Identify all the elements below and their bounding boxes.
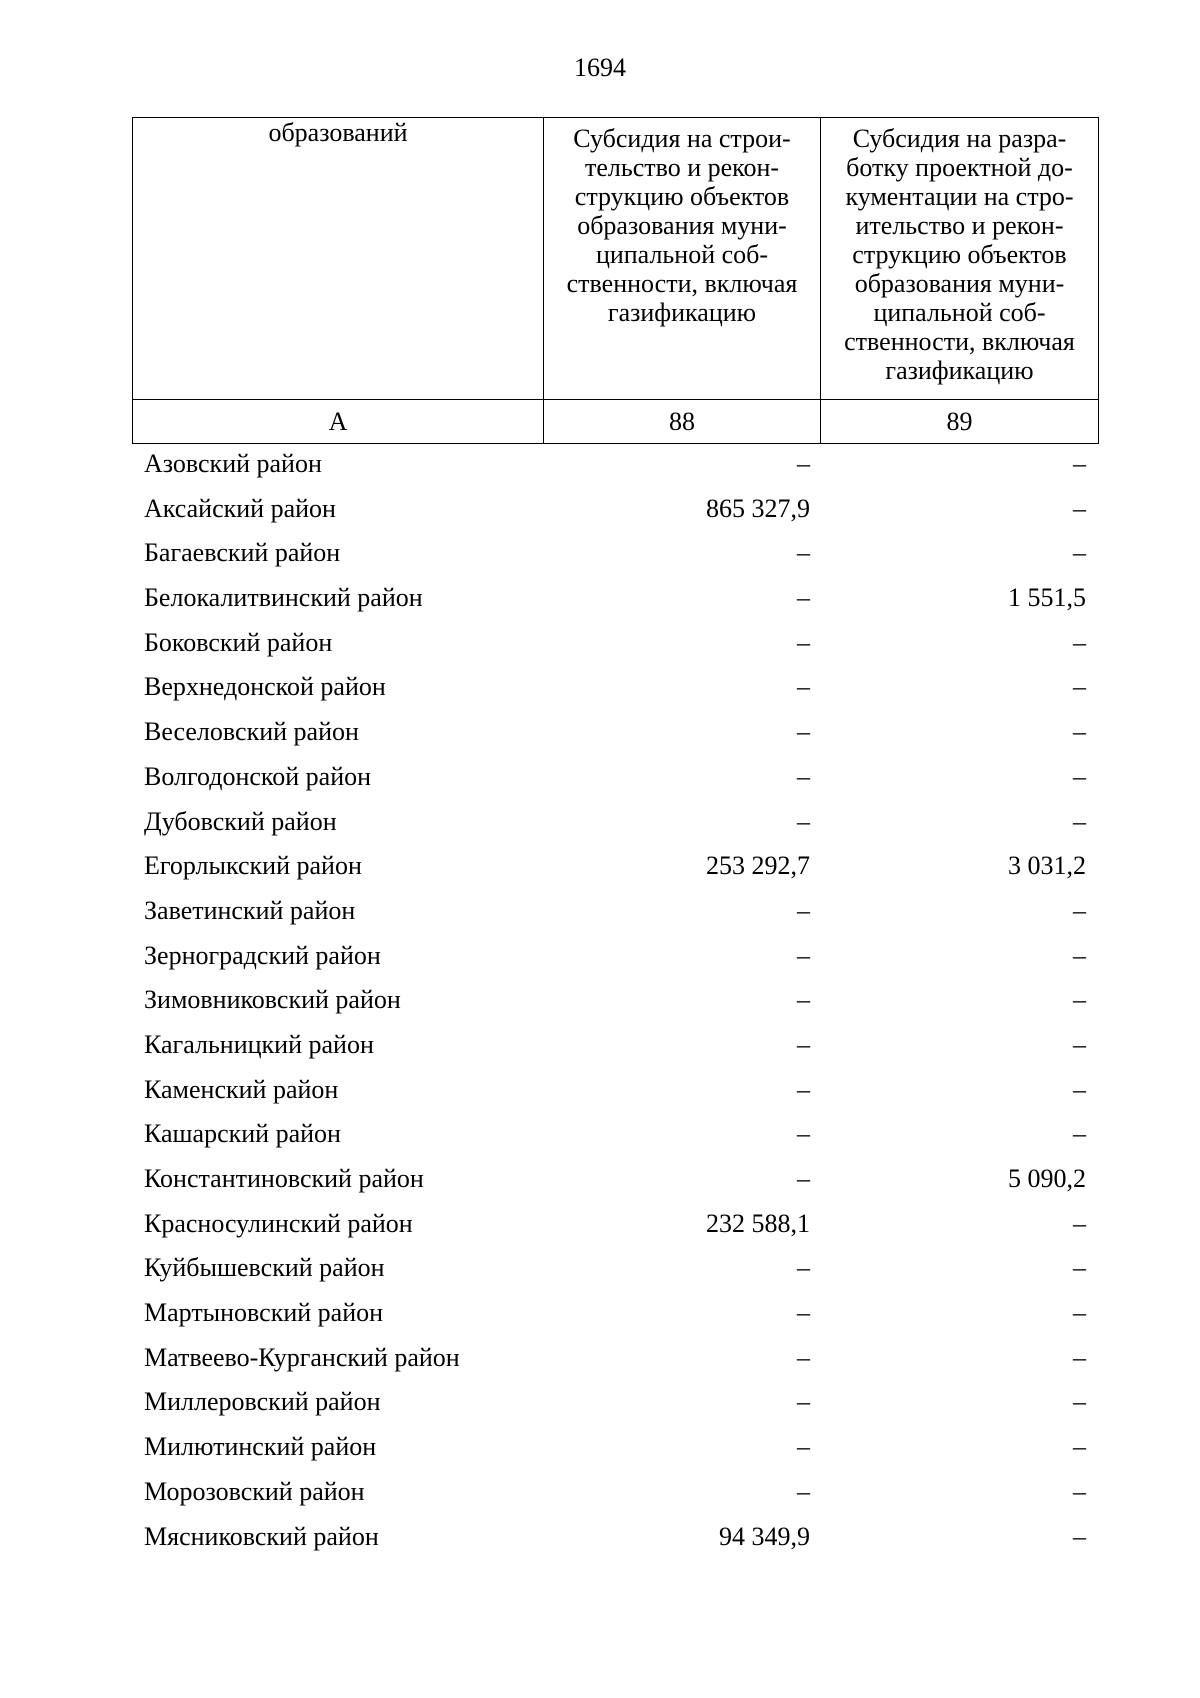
row-value-88: – xyxy=(797,1074,810,1104)
table-row xyxy=(132,1291,1098,1336)
row-value-88: – xyxy=(797,761,810,791)
row-name: Аксайский район xyxy=(144,493,336,523)
row-value-89: – xyxy=(1073,449,1086,478)
row-value-89: 3 031,2 xyxy=(1008,851,1086,881)
row-value-89: – xyxy=(1073,985,1086,1015)
row-value-88: – xyxy=(797,1164,810,1193)
row-name: Мясниковский район xyxy=(144,1521,379,1551)
row-value-89: – xyxy=(1073,1521,1086,1551)
header-line: ципальной соб- xyxy=(595,240,769,269)
row-name: Константиновский район xyxy=(144,1164,424,1193)
table-row xyxy=(132,1425,1098,1470)
table-row xyxy=(132,665,1098,710)
row-value-89: – xyxy=(1073,1074,1086,1104)
row-name: Матвеево-Курганский район xyxy=(144,1342,460,1372)
row-value-88: – xyxy=(797,1387,810,1417)
index-row xyxy=(133,400,1099,444)
row-name: Куйбышевский район xyxy=(144,1253,385,1283)
header-cell-col-89 xyxy=(821,118,1099,400)
table-row xyxy=(132,531,1098,576)
table-row xyxy=(132,621,1098,666)
row-name: Волгодонской район xyxy=(144,761,372,791)
row-value-89: – xyxy=(1073,1342,1086,1372)
table-row xyxy=(132,844,1098,889)
header-line: образования муни- xyxy=(577,211,787,240)
row-name: Кашарский район xyxy=(144,1119,341,1149)
row-value-89: – xyxy=(1073,940,1086,970)
row-value-88: 865 327,9 xyxy=(706,493,810,523)
row-name: Багаевский район xyxy=(144,538,341,568)
table-row xyxy=(132,442,1098,487)
row-value-88: – xyxy=(797,985,810,1015)
row-value-89: – xyxy=(1073,806,1086,836)
row-value-89: 1 551,5 xyxy=(1008,583,1086,613)
row-value-89: – xyxy=(1073,895,1086,925)
row-name: Морозовский район xyxy=(144,1476,365,1506)
row-value-89: – xyxy=(1073,1119,1086,1149)
row-name: Мартыновский район xyxy=(144,1298,384,1328)
row-value-89: – xyxy=(1073,761,1086,791)
row-name: Белокалитвинский район xyxy=(144,583,423,613)
table-row xyxy=(132,1023,1098,1068)
header-line: ственности, включая xyxy=(844,327,1075,356)
row-value-88: – xyxy=(797,672,810,702)
index-cell-89: 89 xyxy=(821,400,1099,444)
header-line: образования муни- xyxy=(854,269,1065,298)
row-name: Кагальницкий район xyxy=(144,1029,374,1059)
row-value-88: – xyxy=(797,717,810,747)
row-value-88: – xyxy=(797,940,810,970)
row-name: Миллеровский район xyxy=(144,1387,381,1417)
table-row xyxy=(132,710,1098,755)
row-name: Красносулинский район xyxy=(144,1208,413,1238)
row-value-89: – xyxy=(1073,1387,1086,1417)
row-name: Зерноградский район xyxy=(144,940,381,970)
row-value-88: – xyxy=(797,627,810,657)
row-value-89: – xyxy=(1073,1208,1086,1238)
row-value-89: – xyxy=(1073,1432,1086,1462)
table-row xyxy=(132,1112,1098,1157)
table-row xyxy=(132,889,1098,934)
header-line: кументации на стро- xyxy=(845,182,1074,211)
row-name: Дубовский район xyxy=(144,806,337,836)
table-body xyxy=(132,442,1098,1559)
row-name: Азовский район xyxy=(144,449,322,478)
table-row xyxy=(132,1202,1098,1247)
row-value-88: – xyxy=(797,806,810,836)
table-row xyxy=(132,1068,1098,1113)
row-value-89: – xyxy=(1073,1029,1086,1059)
row-value-88: – xyxy=(797,1119,810,1149)
table-row xyxy=(132,487,1098,532)
table-row xyxy=(132,1336,1098,1381)
header-line: струкцию объектов xyxy=(574,182,790,211)
row-value-89: – xyxy=(1073,1476,1086,1506)
row-name: Каменский район xyxy=(144,1074,339,1104)
table-row xyxy=(132,1157,1098,1202)
table-row xyxy=(132,934,1098,979)
row-name: Егорлыкский район xyxy=(144,851,362,881)
row-value-88: 253 292,7 xyxy=(706,851,810,881)
row-value-88: – xyxy=(797,1298,810,1328)
header-line: ственности, включая xyxy=(566,269,798,298)
header-line: струкцию объектов xyxy=(852,240,1067,269)
table-row xyxy=(132,1470,1098,1515)
row-value-88: – xyxy=(797,583,810,613)
table-header xyxy=(132,117,1099,444)
table-row xyxy=(132,978,1098,1023)
row-value-88: – xyxy=(797,449,810,478)
row-name: Заветинский район xyxy=(144,895,356,925)
row-value-88: 94 349,9 xyxy=(719,1521,810,1551)
row-value-88: – xyxy=(797,895,810,925)
row-value-89: – xyxy=(1073,672,1086,702)
row-value-88: – xyxy=(797,1253,810,1283)
row-value-89: – xyxy=(1073,493,1086,523)
row-value-89: – xyxy=(1073,1253,1086,1283)
header-line: ципальной соб- xyxy=(873,298,1046,327)
table-row xyxy=(132,755,1098,800)
header-line: тельство и рекон- xyxy=(584,153,780,182)
row-name: Верхнедонской район xyxy=(144,672,386,702)
table-row xyxy=(132,1515,1098,1560)
row-value-89: – xyxy=(1073,1298,1086,1328)
header-line: газификацию xyxy=(607,298,757,327)
row-name: Зимовниковский район xyxy=(144,985,401,1015)
index-cell-88: 88 xyxy=(544,400,821,444)
row-value-88: – xyxy=(797,1476,810,1506)
index-cell-a: А xyxy=(133,400,544,444)
header-row xyxy=(133,118,1099,400)
row-value-88: – xyxy=(797,1342,810,1372)
header-cell-municipality: образований xyxy=(133,118,544,400)
row-value-89: – xyxy=(1073,717,1086,747)
header-line: ботку проектной до- xyxy=(846,153,1073,182)
header-line: Субсидия на разра- xyxy=(852,124,1067,153)
row-name: Боковский район xyxy=(144,627,333,657)
table-row xyxy=(132,800,1098,845)
row-name: Веселовский район xyxy=(144,717,359,747)
row-value-88: – xyxy=(797,1432,810,1462)
row-value-88: – xyxy=(797,1029,810,1059)
row-value-89: 5 090,2 xyxy=(1008,1164,1086,1193)
row-value-89: – xyxy=(1073,538,1086,568)
row-value-89: – xyxy=(1073,627,1086,657)
page-number: 1694 xyxy=(574,53,626,82)
table-row xyxy=(132,1380,1098,1425)
row-value-88: 232 588,1 xyxy=(706,1208,810,1238)
header-line: Субсидия на строи- xyxy=(573,124,791,153)
row-value-88: – xyxy=(797,538,810,568)
header-line: ительство и рекон- xyxy=(855,211,1064,240)
header-cell-col-88 xyxy=(544,118,821,400)
table-row xyxy=(132,576,1098,621)
row-name: Милютинский район xyxy=(144,1432,377,1462)
table-row xyxy=(132,1246,1098,1291)
header-line: газификацию xyxy=(885,356,1034,385)
